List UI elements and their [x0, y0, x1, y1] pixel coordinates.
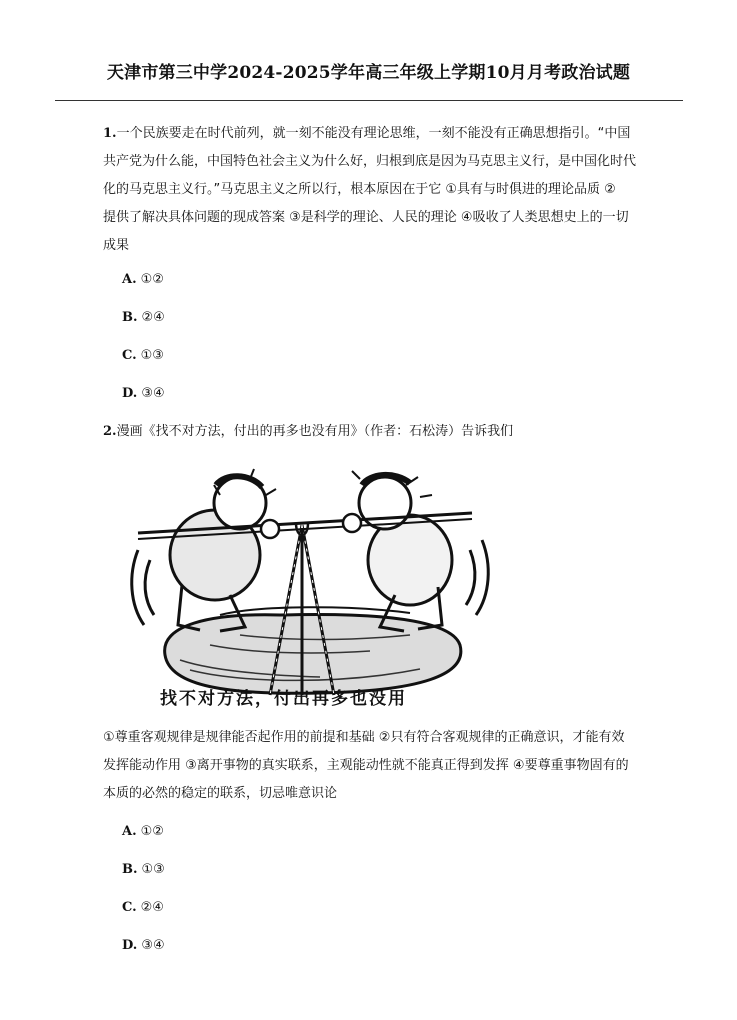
question-1-line-4: 提供了解决具体问题的现成答案 ③是科学的理论、人民的理论 ④吸收了人类思想史上的一切 [103, 210, 629, 225]
question-2-statement-line-2: 发挥能动作用 ③离开事物的真实联系，主观能动性就不能真正得到发挥 ④要尊重事物固有的 [103, 758, 629, 773]
title-divider [55, 100, 683, 101]
question-2-number: 2. [103, 424, 117, 439]
page-title: 天津市第三中学2024-2025学年高三年级上学期10月月考政治试题 [106, 63, 631, 83]
question-1-line-3: 化的马克思主义行。”马克思主义之所以行，根本原因在于它 ①具有与时俱进的理论品质 ② [103, 182, 616, 197]
cartoon-caption: 找不对方法，付出再多也没用 [160, 689, 407, 709]
question-2-line-1: 2.漫画《找不对方法，付出的再多也没有用》（作者：石松涛）告诉我们 [103, 424, 514, 439]
question-1-option-c[interactable]: C. ①③ [122, 348, 164, 363]
cartoon-illustration [120, 455, 500, 720]
question-1-number: 1. [103, 126, 117, 141]
question-2-stem [103, 418, 683, 446]
question-2-option-b[interactable]: B. ①③ [122, 862, 165, 877]
question-2-statement-line-3: 本质的必然的稳定的联系，切忌唯意识论 [103, 786, 338, 801]
question-2-statements [103, 724, 683, 808]
question-1-option-a[interactable]: A. ①② [122, 272, 164, 287]
question-1-line-2: 共产党为什么能，中国特色社会主义为什么好，归根到底是因为马克思主义行，是中国化时代 [103, 154, 637, 169]
question-2-option-a[interactable]: A. ①② [122, 824, 164, 839]
question-1-line-5: 成果 [103, 238, 130, 253]
question-2-statement-line-1: ①尊重客观规律是规律能否起作用的前提和基础 ②只有符合客观规律的正确意识，才能有效 [103, 730, 625, 745]
question-1-line-1: 1.一个民族要走在时代前列，就一刻不能没有理论思维，一刻不能没有正确思想指引。“中国 [103, 126, 631, 141]
question-1-stem [103, 120, 683, 260]
question-2-option-d[interactable]: D. ③④ [122, 938, 165, 953]
question-2-option-c[interactable]: C. ②④ [122, 900, 164, 915]
question-1-option-d[interactable]: D. ③④ [122, 386, 165, 401]
question-1-option-b[interactable]: B. ②④ [122, 310, 165, 325]
